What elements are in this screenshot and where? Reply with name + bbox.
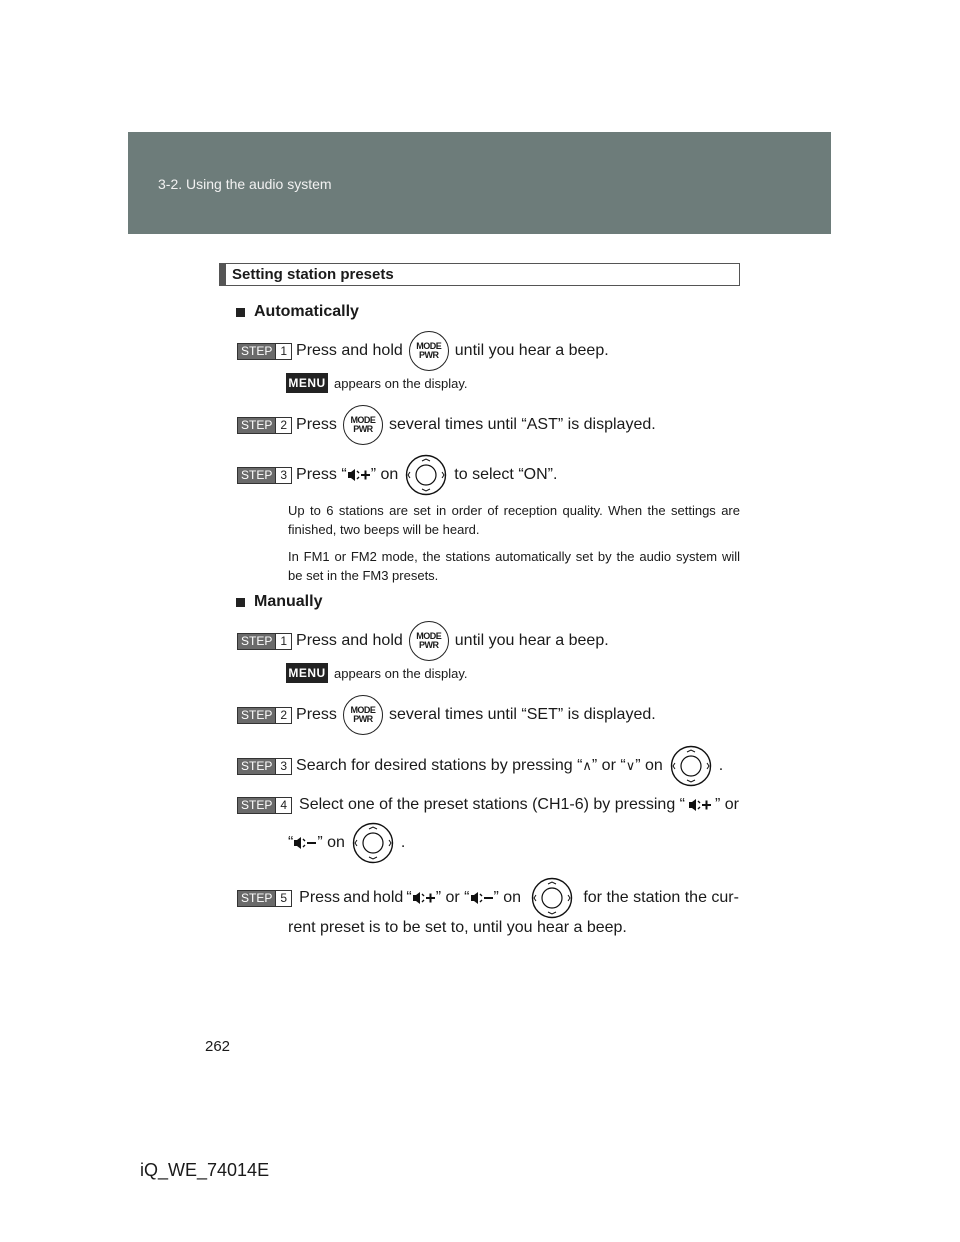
subheading-automatically: [236, 303, 359, 321]
subheading-text: Automatically: [254, 303, 359, 320]
down-chevron-icon: ∨: [625, 758, 636, 773]
mode-pwr-knob-icon: MODE PWR: [343, 405, 383, 445]
auto-step-3: [237, 454, 557, 496]
menu-display-icon: MENU: [286, 373, 328, 393]
auto-menu-note: [286, 373, 467, 393]
seek-down-minus-icon: [293, 836, 317, 850]
manual-step-5: [237, 877, 739, 919]
step-text: .: [718, 757, 724, 774]
step-text: and: [343, 889, 370, 906]
step-text: “: [406, 889, 412, 906]
seek-up-plus-icon: [347, 468, 371, 482]
step-badge: STEP 1: [237, 633, 292, 650]
step-text: ” on: [317, 834, 345, 851]
step-text: Search for desired stations by pressing “: [296, 757, 583, 774]
step-text: “: [288, 834, 294, 851]
manual-step-1: [237, 622, 609, 660]
step-badge: STEP 2: [237, 707, 292, 724]
step-badge: STEP 1: [237, 343, 292, 360]
step-text: several times until “AST” is displayed.: [388, 416, 656, 433]
step-text: ” on: [370, 466, 399, 483]
seek-down-minus-icon: [470, 891, 494, 905]
subheading-manually: [236, 593, 322, 611]
step-badge: STEP 3: [237, 758, 292, 775]
up-chevron-icon: ∧: [582, 758, 592, 773]
step-text: until you hear a beep.: [454, 632, 609, 649]
step-text: ” or: [715, 796, 739, 813]
step-text: ” on: [493, 889, 522, 906]
manual-step-5-continued: rent preset is to be set to, until you hear a beep.: [288, 919, 627, 936]
step-text: Select one of the preset stations (CH1-6) by pressing “: [299, 796, 685, 813]
mode-pwr-knob-icon: MODE PWR: [409, 621, 449, 661]
document-code-footer: iQ_WE_74014E: [140, 1160, 270, 1180]
step-badge: STEP 4: [237, 797, 292, 814]
manual-step-4-continued: [288, 822, 405, 864]
step-text: Press: [299, 889, 341, 906]
step-text: for the station the cur-: [583, 889, 739, 906]
seek-up-plus-icon: [688, 798, 712, 812]
section-heading-box: [219, 263, 740, 286]
square-bullet-icon: [236, 598, 245, 607]
control-dial-icon: [352, 822, 394, 864]
step-text: Press “: [296, 466, 347, 483]
chapter-header-text: 3-2. Using the audio system: [158, 176, 332, 192]
seek-up-plus-icon: [412, 891, 436, 905]
note-text: appears on the display.: [334, 375, 468, 391]
manual-menu-note: [286, 663, 467, 683]
menu-display-icon: MENU: [286, 663, 328, 683]
step-text: ” or “: [591, 757, 626, 774]
step-text: ” on: [635, 757, 663, 774]
mode-pwr-knob-icon: MODE PWR: [409, 331, 449, 371]
step-text: until you hear a beep.: [454, 342, 609, 359]
note-text: appears on the display.: [334, 665, 468, 681]
step-text: Press: [296, 706, 337, 723]
auto-paragraph-2: In FM1 or FM2 mode, the stations automatically set by the audio system will be set in the FM3 presets.: [288, 549, 740, 583]
square-bullet-icon: [236, 308, 245, 317]
control-dial-icon: [531, 877, 573, 919]
auto-step-1: [237, 332, 609, 370]
section-title: Setting station presets: [232, 266, 394, 283]
mode-pwr-knob-icon: MODE PWR: [343, 695, 383, 735]
step-text: Press: [296, 416, 337, 433]
step-text: ” or “: [435, 889, 470, 906]
step-text: .: [400, 834, 406, 851]
step-text: hold: [373, 889, 404, 906]
page-number: 262: [205, 1038, 231, 1055]
control-dial-icon: [405, 454, 447, 496]
control-dial-icon: [670, 745, 712, 787]
manual-step-4: [237, 795, 739, 815]
step-badge: STEP 3: [237, 467, 292, 484]
section-heading-bar: [220, 264, 226, 285]
step-text: Press and hold: [296, 342, 403, 359]
step-badge: STEP 5: [237, 890, 292, 907]
auto-paragraph-1: Up to 6 stations are set in order of reception quality. When the settings are finished, two beeps will be heard.: [288, 503, 740, 537]
step-text: Press and hold: [296, 632, 403, 649]
step-text: to select “ON”.: [454, 466, 558, 483]
chapter-header: [128, 132, 831, 234]
step-text: several times until “SET” is displayed.: [388, 706, 656, 723]
seek-buttons-group: [406, 889, 521, 907]
subheading-text: Manually: [254, 593, 323, 610]
step-badge: STEP 2: [237, 417, 292, 434]
manual-step-2: [237, 696, 656, 734]
auto-step-2: [237, 406, 656, 444]
manual-step-3: [237, 745, 723, 787]
